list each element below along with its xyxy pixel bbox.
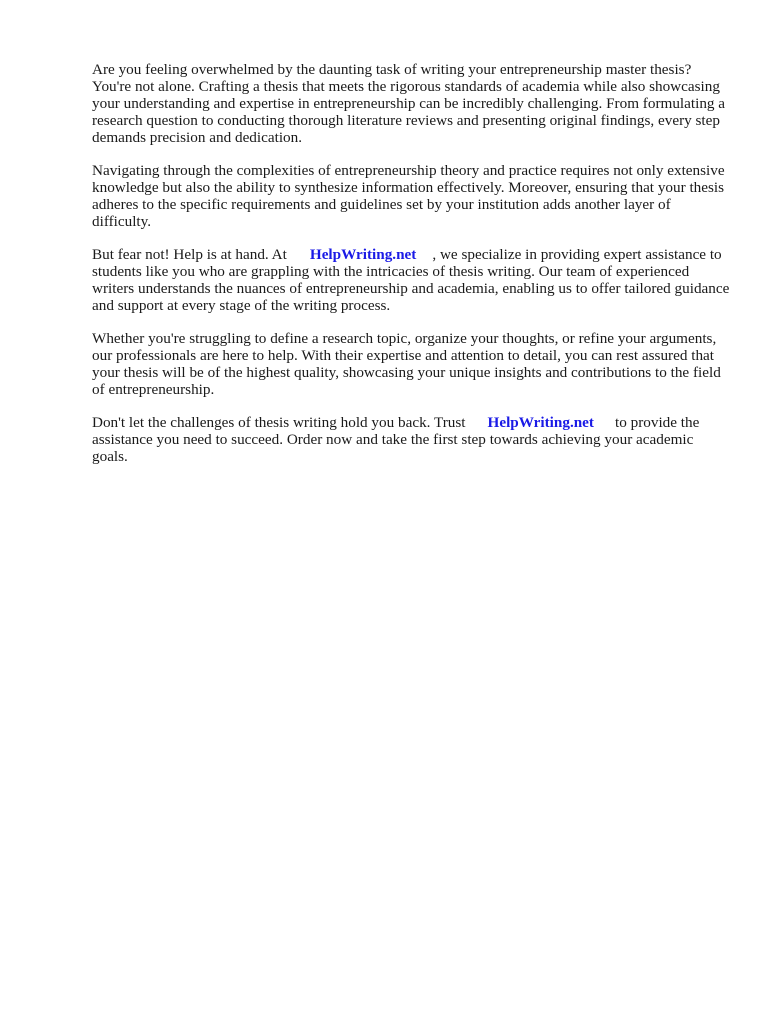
helpwriting-link-2[interactable]: HelpWriting.net xyxy=(487,414,594,431)
paragraph-help-lead: But fear not! Help is at hand. At xyxy=(92,246,287,263)
paragraph-closing-lead: Don't let the challenges of thesis writing hold you back. Trust xyxy=(92,414,466,431)
paragraph-professionals: Whether you're struggling to define a research topic, organize your thoughts, or refine your arguments, our professionals are here to help. With their expertise and attention to detail, you can rest assured that your thesis will be of the highest quality, showcasing your unique insights and contributions to the field of entrepreneurship. xyxy=(92,330,721,398)
paragraph-closing-rest: to provide the assistance you need to succeed. Order now and take the first step towards achieving your academic goals. xyxy=(92,414,700,465)
paragraph-help-rest: , we specialize in providing expert assistance to students like you who are grappling with the intricacies of thesis writing. Our team of experienced writers understands the nuances of entrepreneurship and academia, enabling us to offer tailored guidance and support at every stage of the writing process. xyxy=(92,246,730,314)
document-page xyxy=(92,61,732,481)
paragraph-closing xyxy=(92,414,732,465)
helpwriting-link[interactable]: HelpWriting.net xyxy=(309,246,417,263)
paragraph-complexities: Navigating through the complexities of entrepreneurship theory and practice requires not only extensive knowledge but also the ability to synthesize information effectively. Moreover, ensuring that your thesis adheres to the specific requirements and guidelines set by your institution adds another layer of difficulty. xyxy=(92,162,725,230)
paragraph-help xyxy=(92,246,732,314)
paragraph-intro: Are you feeling overwhelmed by the daunting task of writing your entrepreneurship master thesis? You're not alone. Crafting a thesis that meets the rigorous standards of academia while also showcasing your understanding and expertise in entrepreneurship can be incredibly challenging. From formulating a research question to conducting thorough literature reviews and presenting original findings, every step demands precision and dedication. xyxy=(92,61,726,146)
